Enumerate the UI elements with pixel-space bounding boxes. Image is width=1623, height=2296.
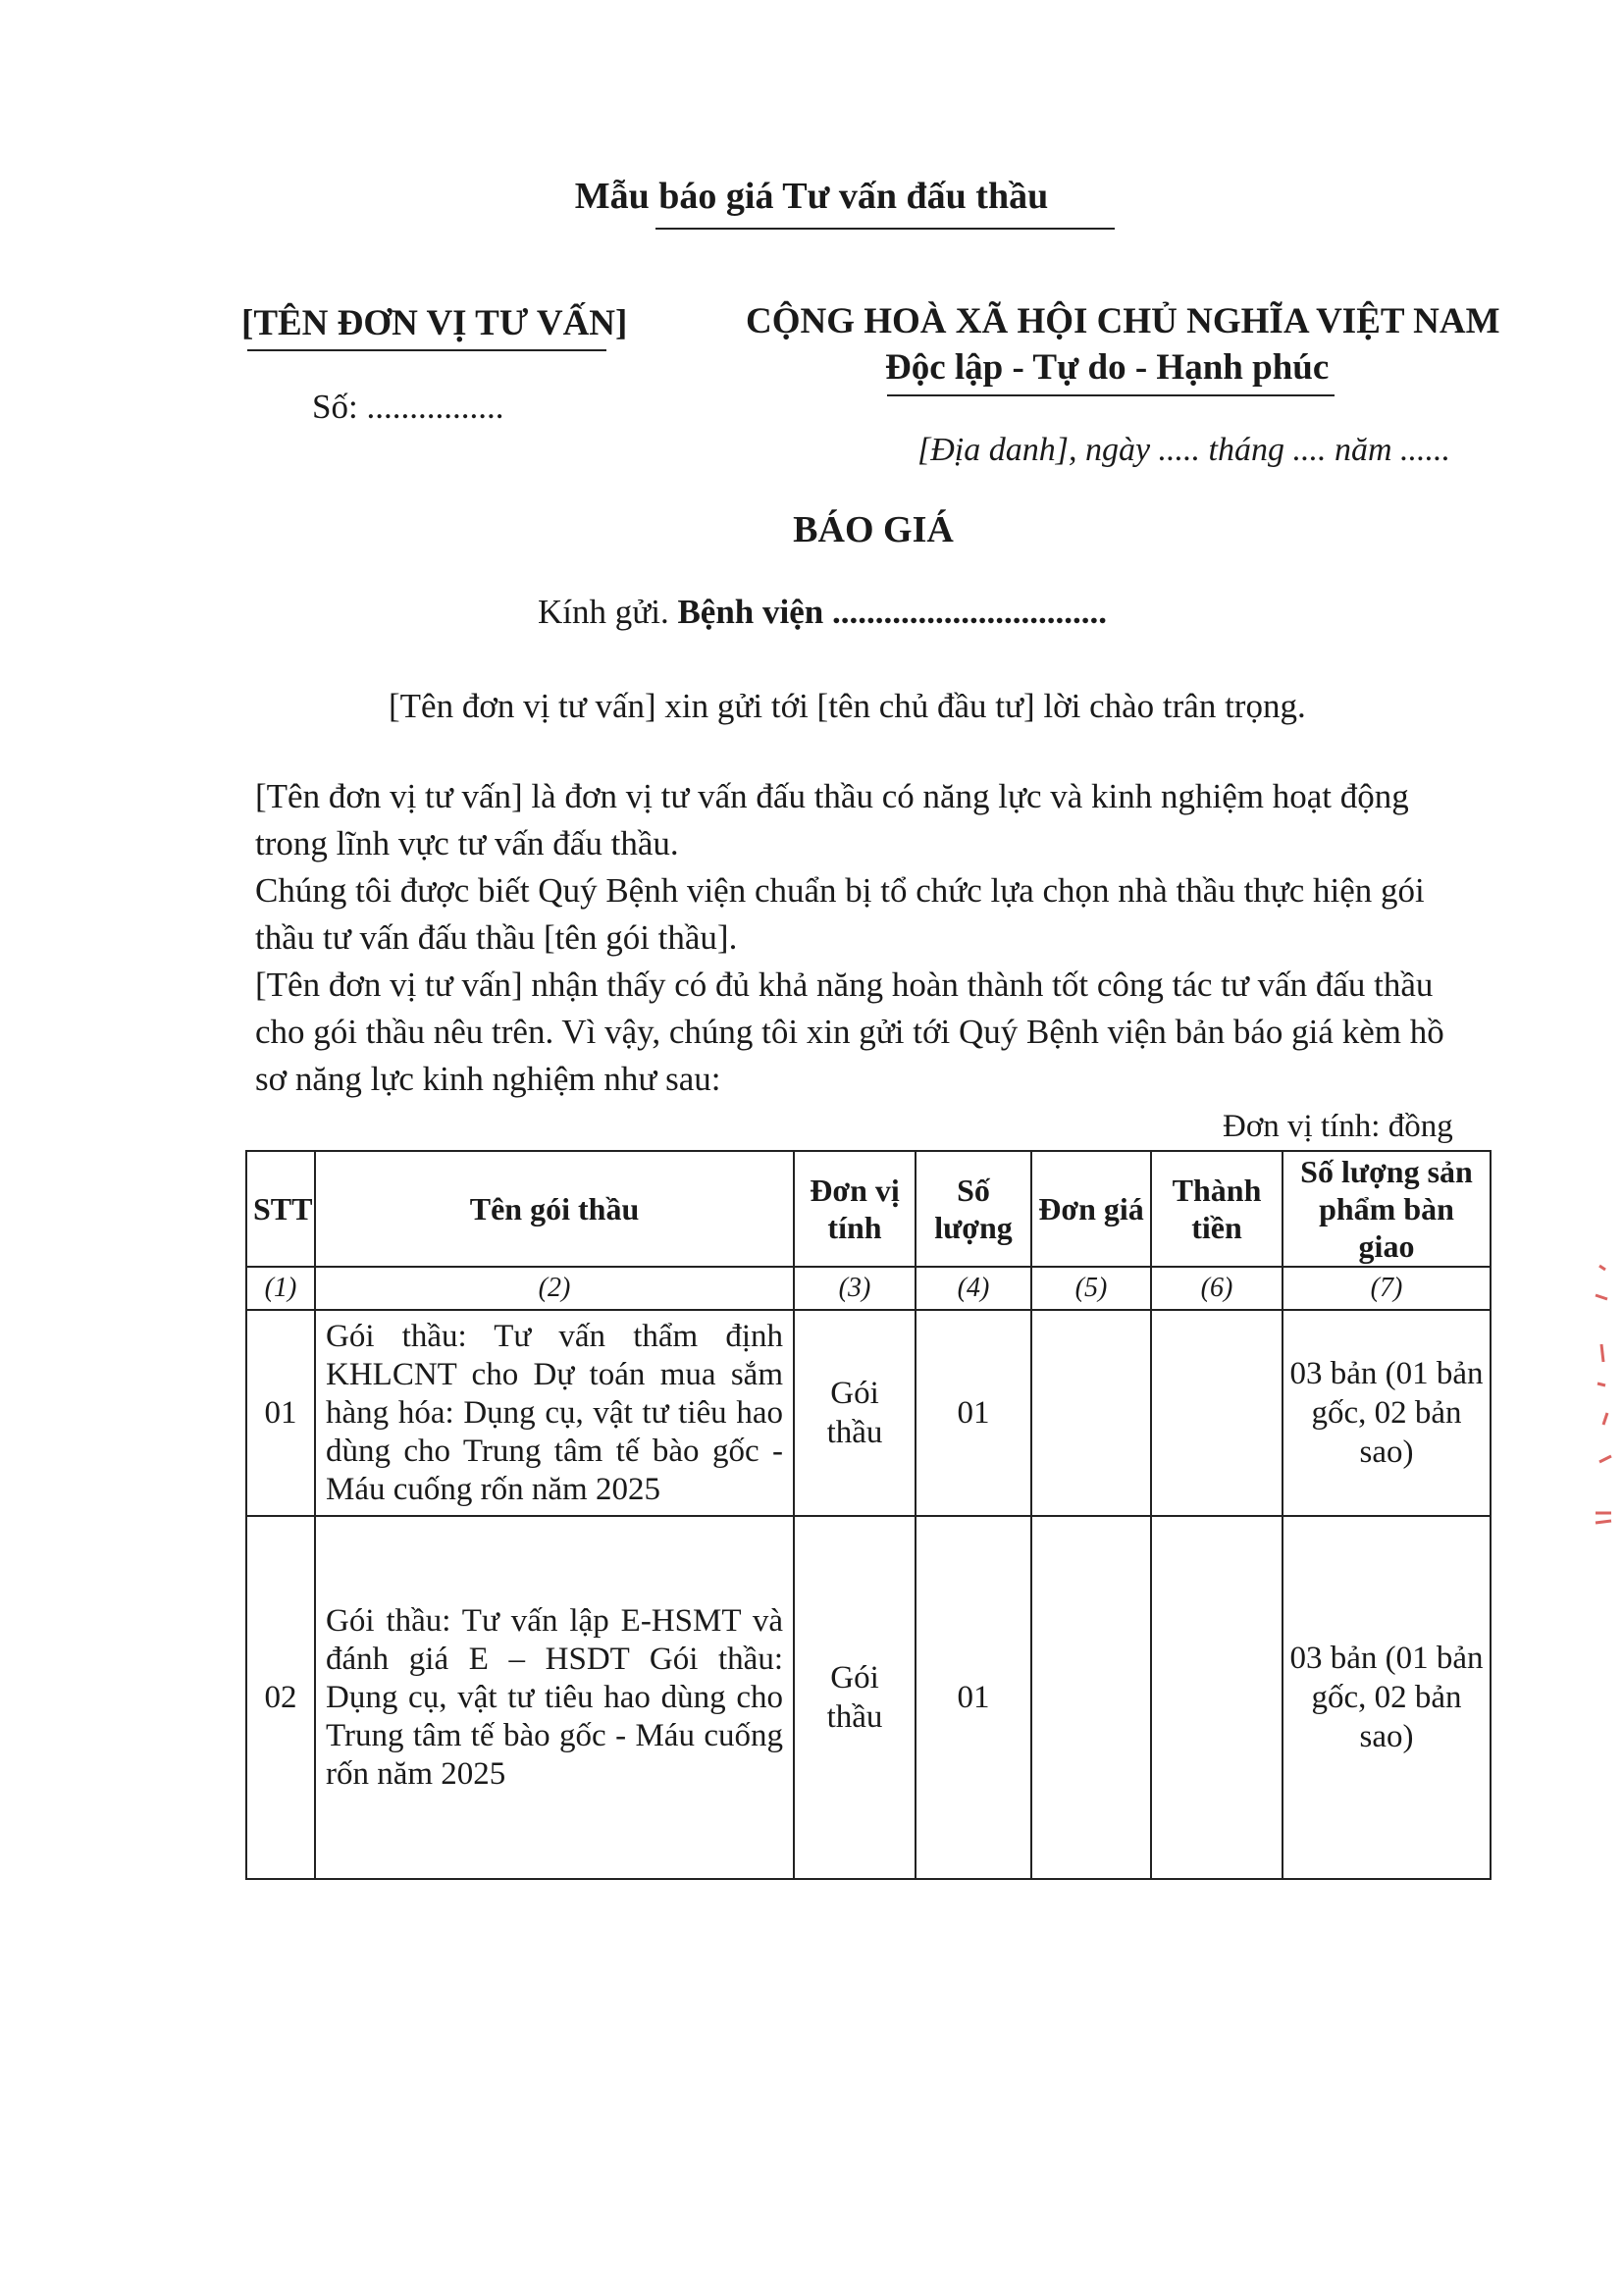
row-package-name: Gói thầu: Tư vấn lập E-HSMT và đánh giá E – HSDT Gói thầu: Dụng cụ, vật tư tiêu hao dùng cho Trung tâm tế bào gốc - Máu cuống rốn năm 2025	[315, 1516, 794, 1879]
row-deliverables: 03 bản (01 bản gốc, 02 bản sao)	[1283, 1310, 1491, 1516]
table-column-number-row	[246, 1267, 1491, 1310]
salutation-recipient: Bệnh viện ................................	[677, 593, 1107, 631]
place-date-line: [Địa danh], ngày ..... tháng .... năm ......	[917, 432, 1451, 468]
column-number: (4)	[916, 1267, 1031, 1310]
column-number: (7)	[1283, 1267, 1491, 1310]
row-unit: Gói thầu	[794, 1310, 916, 1516]
row-deliverables: 03 bản (01 bản gốc, 02 bản sao)	[1283, 1516, 1491, 1879]
table-row	[246, 1310, 1491, 1516]
national-title: CỘNG HOÀ XÃ HỘI CHỦ NGHĨA VIỆT NAM	[746, 301, 1500, 341]
body-paragraph-2: Chúng tôi được biết Quý Bệnh viện chuẩn bị tổ chức lựa chọn nhà thầu thực hiện gói thầu tư vấn đấu thầu [tên gói thầu].	[255, 871, 1425, 957]
header-amount: Thành tiền	[1151, 1151, 1283, 1267]
row-amount	[1151, 1516, 1283, 1879]
salutation	[538, 593, 1107, 632]
margin-stamp-marks	[1586, 1256, 1615, 1550]
template-title: Mẫu báo giá Tư vấn đấu thầu	[574, 176, 1049, 217]
table-header-row	[246, 1151, 1491, 1267]
currency-unit: Đơn vị tính: đồng	[1223, 1109, 1453, 1144]
column-number: (2)	[315, 1267, 794, 1310]
row-quantity: 01	[916, 1310, 1031, 1516]
consultant-org-name: [TÊN ĐƠN VỊ TƯ VẤN]	[241, 303, 628, 343]
header-stt: STT	[246, 1151, 315, 1267]
motto-underline	[887, 394, 1335, 396]
table-row	[246, 1516, 1491, 1879]
row-unit-price	[1031, 1516, 1151, 1879]
header-quantity: Số lượng	[916, 1151, 1031, 1267]
salutation-prefix: Kính gửi.	[538, 593, 669, 631]
quotation-table	[245, 1150, 1492, 1880]
row-stt: 01	[246, 1310, 315, 1516]
row-stt: 02	[246, 1516, 315, 1879]
row-quantity: 01	[916, 1516, 1031, 1879]
column-number: (3)	[794, 1267, 916, 1310]
document-number: Số: ................	[312, 388, 504, 426]
header-deliverables: Số lượng sản phẩm bàn giao	[1283, 1151, 1491, 1267]
body-paragraph-3: [Tên đơn vị tư vấn] nhận thấy có đủ khả năng hoàn thành tốt công tác tư vấn đấu thầu cho gói thầu nêu trên. Vì vậy, chúng tôi xin gửi tới Quý Bệnh viện bản báo giá kèm hồ sơ năng lực kinh nghiệm như sau:	[255, 965, 1444, 1098]
greeting-line: [Tên đơn vị tư vấn] xin gửi tới [tên chủ đầu tư] lời chào trân trọng.	[389, 687, 1306, 725]
org-name-underline	[247, 349, 606, 351]
national-motto: Độc lập - Tự do - Hạnh phúc	[885, 347, 1330, 388]
title-underline	[655, 228, 1115, 230]
body-paragraph-1: [Tên đơn vị tư vấn] là đơn vị tư vấn đấu thầu có năng lực và kinh nghiệm hoạt động trong lĩnh vực tư vấn đấu thầu.	[255, 777, 1409, 862]
row-amount	[1151, 1310, 1283, 1516]
body-text	[255, 773, 1462, 1103]
row-unit: Gói thầu	[794, 1516, 916, 1879]
column-number: (6)	[1151, 1267, 1283, 1310]
header-package-name: Tên gói thầu	[315, 1151, 794, 1267]
header-unit-price: Đơn giá	[1031, 1151, 1151, 1267]
row-package-name: Gói thầu: Tư vấn thẩm định KHLCNT cho Dự toán mua sắm hàng hóa: Dụng cụ, vật tư tiêu hao dùng cho Trung tâm tế bào gốc - Máu cuống rốn năm 2025	[315, 1310, 794, 1516]
column-number: (1)	[246, 1267, 315, 1310]
header-unit: Đơn vị tính	[794, 1151, 916, 1267]
row-unit-price	[1031, 1310, 1151, 1516]
column-number: (5)	[1031, 1267, 1151, 1310]
quotation-heading: BÁO GIÁ	[793, 509, 954, 550]
